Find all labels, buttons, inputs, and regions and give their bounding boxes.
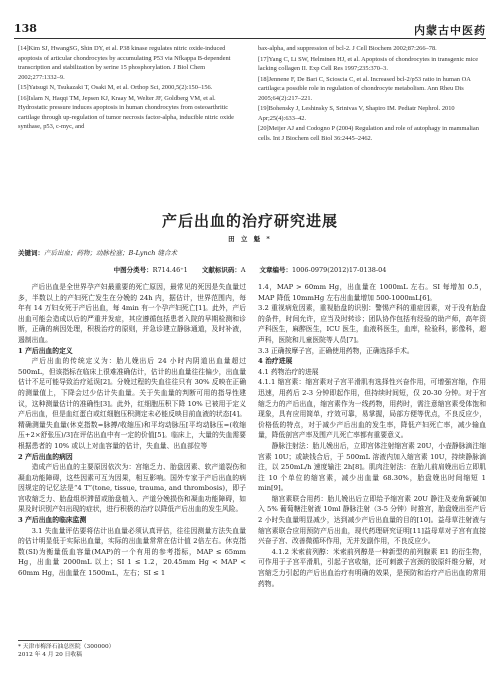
article-id-value: 1006-0979(2012)17-0138-04 [292, 266, 387, 274]
page-number: 138 [14, 22, 37, 35]
body-right-column [258, 282, 486, 667]
received-date: 2012 年 4 月 20 日收稿 [18, 652, 83, 659]
article-id-label: 文章编号： [259, 266, 293, 274]
body-paragraph: 4.1.2 米索前列醇：米索前列醇是一种新型的前列腺素 E1 的衍生物，可作用于子宫平滑肌，引起子宫收缩，还可刺激子宫颈的胶原纤维分解，对宫缩乏力引起的产后出血治疗有明确的效果，是预防和治疗产后出血的常用药物。 [258, 547, 486, 588]
body-paragraph: 造成产后出血的主要原因依次为：宫缩乏力、胎盘因素、软产道裂伤和凝血功能障碍，这些因素可互为因果，相互影响。国外专家于产后出血的病因规定的记忆法是“4 T”(tone, tissue, trauma, and thrombosis)，即子宫收缩乏力、胎盘组织滞留或胎盘植入、产道分娩损伤和凝血功能障碍，如果及时识别产妇出现的症状，进行积极的治疗以降低产后出血的发生风险。 [18, 463, 246, 514]
reference-item: [17]Yang C, Li SW, Helminen HJ, et al. Apoptosis of chondrocytes in transgenic mice lacking collagen II. Exp Cell Res 1997;235:370–3. [258, 55, 479, 72]
clc-value: R714.46⁺1 [152, 266, 188, 274]
reference-item: [16]Islam N, Haqqi TM, Jepsen KJ, Kraay M, Welter JF, Goldberg VM, et al. Hydrostatic pressure induces apoptosis in human chondrocytes from osteoarthritic cartilage through up-regulation of tumor necrosis factor-alpha, inducible nitric oxide synthase, p53, c-myc, and [18, 94, 235, 130]
section-heading: 4 治疗进展 [258, 357, 293, 366]
section-heading: 1 产后出血的定义 [18, 346, 73, 355]
body-paragraph: 产后出血的传统定义为：胎儿娩出后 24 小时内阴道出血量超过 500mL，但该指标在临床上很难准确估计，估计的出血量往往偏少，出血量估计不足可能导致治疗延误[2]。分娩过程的失血往往只有 30% 反映在正确的测量值上，下降会过少估计失血量。关于失血量的判断可用的指导性建议，这种测量估计的准确性[3]。此外，红细胞压积下降 10% 已被用于定义产后出血，但是血红蛋白或红细胞压积测定未必能反映目前血液的状态[4]。精确测量失血量(休克指数=脉搏/收缩压)和平均动脉压[平均动脉压=(收缩压+2×舒张压)/3]在评估出血中有一定的价值[5]。临床上，大量的失血需要根据患者的 10% 或以上对血容量的估计，失血量、出血部位等 [18, 357, 246, 450]
reference-item: bax-alpha, and suppression of bcl-2. J Cell Biochem 2002;87:266–78. [258, 45, 437, 52]
keywords-line [18, 248, 177, 257]
doc-code-label: 文献标识码： [201, 266, 241, 274]
section-heading: 2 产后出血的病因 [18, 452, 73, 461]
section-heading: 3 产后出血的临床监测 [18, 516, 87, 525]
clc-field [114, 265, 188, 274]
reference-item: [20]Meijer AJ and Codogno P (2004) Regulation and role of autophagy in mammalian cells. Int J Biochem cell Biol 36:2445–2462. [258, 125, 479, 142]
reference-item: [19]Bohensky J, Leshinsky S, Srinivas V, Shapiro IM. Pediatr Nephrol. 2010 Apr;25(4):633–42. [258, 105, 455, 122]
subsection-heading: 4.1 药物治疗的进展 [258, 367, 319, 376]
reference-item: [18]Jennene F, De Bari C, Scioscia C, et al. Increased bcl-2/p53 ratio in human OA cartilage:a possible role in regulation of chondrocyte metabolism. Ann Rheu Dis 2005;64(2):217–221. [258, 75, 471, 102]
body-paragraph: 1.4，MAP > 60mm Hg，出血量在 1000mL 左右。SI 每增加 0.5，MAP 降低 10mmHg 左右出血量增加 500-1000mL[6]。 [258, 283, 486, 302]
page-header [14, 22, 486, 39]
references-section [18, 44, 486, 194]
reference-item: [15]Yatsugi N, Tsukazaki T, Osaki M, et al. Orthop Sci, 2000,5(2):150–156. [18, 84, 213, 91]
references-right-column [258, 44, 486, 144]
keywords-text: 产后出血；药物；动脉栓塞；B-Lynch 缝合术 [44, 249, 178, 257]
footnote [18, 643, 114, 660]
keywords-label: 关键词： [18, 249, 44, 257]
references-left-column [18, 44, 246, 133]
body-paragraph: 4.1.1 缩宫素：缩宫素对子宫平滑肌有选择性兴奋作用，可增强宫缩，作用迅速，用药后 2-3 分钟即起作用，但持续时间短，仅 20-30 分钟。对于宫缩乏力的产后出血，缩宫素作为一线药物，用药时，需注意缩宫素受体饱和现象，具有应用简单，疗效可靠，易掌握，局部方便等优点，不良反应少，价格低的特点，对于减少产后出血的发生率，降低产妇死亡率，减少输血量，降低剖宫产率及围产儿死亡率都有重要意义。 [258, 378, 486, 440]
body-paragraph: 3.3 正确按摩子宫，正确使用药物，正确选择手术。 [258, 346, 414, 355]
classification-line [0, 265, 500, 274]
clc-label: 中图分类号： [113, 266, 153, 274]
body-paragraph: 3.1 失血量评估要将估计出血量必须认真评估，往往因测量方法失血量的估计明显低于实际出血量，实际的出血量常常在估计值 2倍左右。休克指数(SI)为衡量低血容量(MAP)的一个有用的参考指标，MAP ≤ 65mm Hg，出血量 2000mL 以上；SI 1 ≤ 1.2，20.45mm Hg < MAP < 60mm Hg，出血量在 1500mL，左右；SI ≤ 1 [18, 526, 246, 578]
footnote-divider [18, 640, 82, 641]
article-id-field [260, 265, 387, 274]
body-paragraph: 缩宫素联合用药：胎儿娩出后立即给予缩宫素 20U 静注及麦角新碱加入 5% 葡萄糖注射液 10ml 静脉注射（3-5 分钟）时推宫，胎盘娩出至产后 2 小时失血量明显减少，达到减少产后出血量的目的[10]。益母草注射液与缩宫素联合应用预防产后出血，现代药理研究证明[11]益母草对子宫有直接兴奋子宫、改善微循环作用，无并发副作用，不良反应少。 [258, 494, 486, 546]
reference-item: [14]Kim SJ, HwangSG, Shin DY, et al. P38 kinase regulates nitric oxide-induced apoptosis of articular chondrocytes by accumulating P53 via Nfkappa B-dependent transcription and stabilization by serine 15 phosphorylation. J Biol Chem 2002;277:1332–9. [18, 45, 231, 81]
body-paragraph: 静脉注射法：胎儿娩出后，立即宫体注射缩宫素 20U，小壶静脉滴注缩宫素 10U；或缺钱合后，于 500mL 溶液内加入缩宫素 10U，持续静脉滴注，以 250mL/h 速度输注 2h[8]。肌肉注射法：在胎儿前肩娩出后立即肌注 10 个单位的缩宫素，减少出血量 68.30%，胎盘娩出时间缩短 1 min[9]。 [258, 441, 486, 493]
journal-name: 内蒙古中医药 [414, 24, 486, 37]
article-title: 产后出血的治疗研究进展 [161, 212, 338, 230]
body-paragraph: 产后出血是全世界孕产妇最重要的死亡原因，最常见的死因是失血量过多，半数以上的产妇死亡发生在分娩的 24h 内，据估计，世界范围内，每年有 14 万妇女死于产后出血，每 4min 有一个孕产妇死亡[1]。此外，产后出血可能会造成以后的严重并发症，其应遵循包括患者入院的早期检测和诊断，正确的病因处理，积极治疗的原则，并急诊建立静脉通道，及时补液，遏制出血。 [18, 283, 246, 344]
body-paragraph: 3.2 重视病危因素，重视胎盘的识别：警惕产科的重症因素，对于没有胎盘的条件，时间允许，应当及时转诊；团队协作包括有经验的助产师，高年资产科医生，麻醉医生，ICU 医生，血液科医生，血库，检验科，影像科，超声科，医院和儿童医院等人员[7]。 [258, 304, 486, 344]
author-name: 田 立 魁 * [228, 235, 272, 243]
doc-code-value: A [240, 266, 246, 274]
author-affiliation: * 天津市梅泽石油总医院（300000） [18, 644, 115, 650]
body-left-column [18, 282, 246, 667]
doc-code-field [202, 265, 246, 274]
